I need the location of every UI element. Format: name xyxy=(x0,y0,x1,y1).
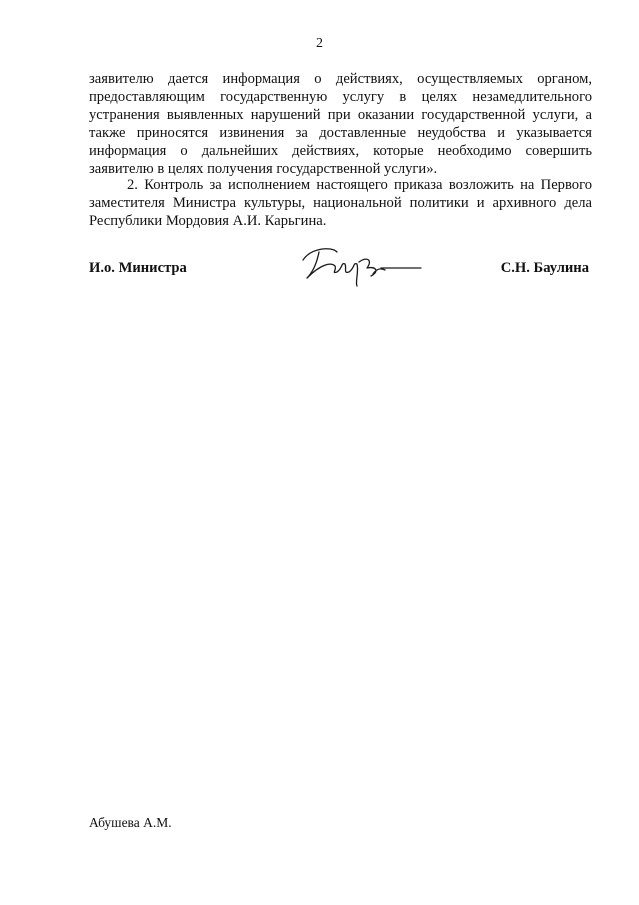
paragraph-1-line: заявителю в целях получения государственной услуги». xyxy=(89,161,438,177)
handwritten-signature xyxy=(297,238,427,290)
paragraph-1-line: заявителю дается информация о действиях, осуществляемых органом, xyxy=(89,71,592,87)
paragraph-1-line: также приносятся извинения за доставленные неудобства и указывается xyxy=(89,125,592,141)
paragraph-1-line: устранения выявленных нарушений при оказании государственной услуги, а xyxy=(89,107,592,123)
executor-name: Абушева А.М. xyxy=(89,815,172,830)
paragraph-2-line: заместителя Министра культуры, национальной политики и архивного дела xyxy=(89,195,592,211)
signature-block xyxy=(89,256,589,296)
page-number: 2 xyxy=(316,36,323,51)
paragraph-1-line: предоставляющим государственную услугу в целях незамедлительного xyxy=(89,89,592,105)
paragraph-2-line: 2. Контроль за исполнением настоящего приказа возложить на Первого xyxy=(127,177,592,193)
signer-title: И.о. Министра xyxy=(89,260,187,276)
paragraph-1 xyxy=(89,70,592,178)
paragraph-2-line: Республики Мордовия А.И. Карьгина. xyxy=(89,213,327,229)
paragraph-2 xyxy=(89,176,592,230)
signer-name: С.Н. Баулина xyxy=(500,260,589,276)
paragraph-1-line: информация о дальнейших действиях, которые необходимо совершить xyxy=(89,143,592,159)
